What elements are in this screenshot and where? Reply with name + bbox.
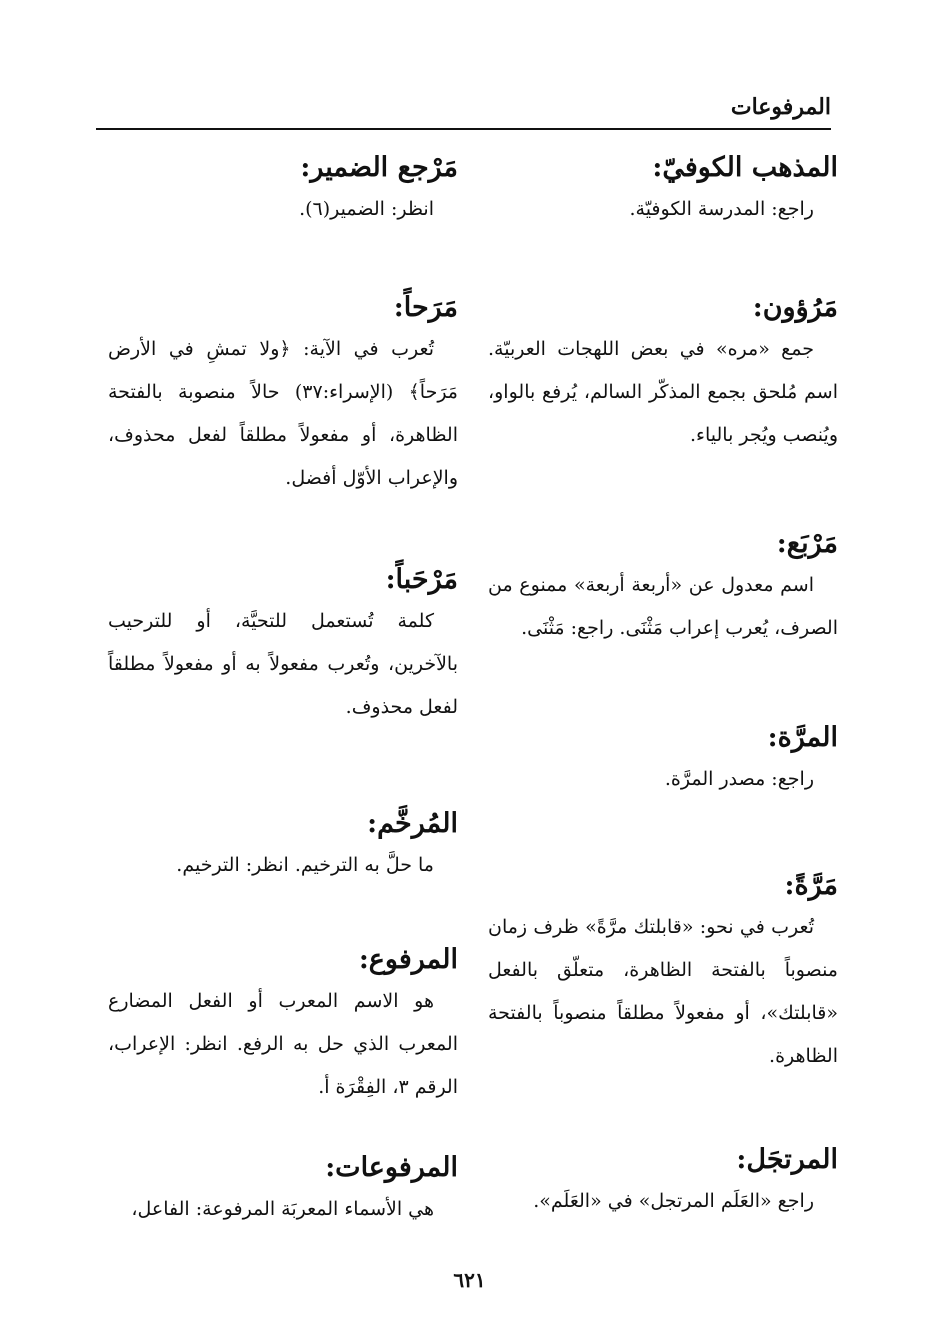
entry-headword: مَرْبَع: [776,528,838,559]
entry-pronoun-referent [108,148,458,231]
entry-text: تُعرب في نحو: «قابلتك مرَّةً» ظرف زمان منصوباً بالفتحة الظاهرة، متعلّق بالفعل «قابلتك»، أو مفعولاً مطلقاً منصوباً بالفتحة الظاهرة. [488,916,838,1067]
entry-headword: المرتجَل: [736,1144,838,1175]
header-rule [96,128,831,130]
entry-headword: المرَّة: [767,722,838,753]
entry-kufan-school [488,148,838,231]
entry-murakhkham [108,804,458,887]
entry-marratan [488,866,838,1078]
entry-headword: مَرَحاً: [393,292,458,323]
entry-text: راجع: المدرسة الكوفيّة. [629,198,814,220]
entry-headword: مَرَّةً: [784,870,838,901]
entry-headword: المرفوع: [358,944,458,975]
entry-maruun [488,288,838,457]
entry-text: تُعرب في الآية: ﴿ولا تمشِ في الأرض مَرَحاً﴾ (الإسراء:٣٧) حالاً منصوبة بالفتحة الظاهرة، أو مفعولاً مطلقاً لفعل محذوف، والإعراب الأوّل أفضل. [108,338,458,489]
entry-marhaban [108,560,458,729]
entry-marfuat [108,1148,458,1231]
entry-headword: المذهب الكوفيّ: [652,152,838,183]
entry-headword: المرفوعات: [325,1152,458,1183]
entry-marba [488,524,838,650]
running-title: المرفوعات [730,94,831,120]
entry-headword: المُرخَّم: [367,808,458,839]
entry-al-marra [488,718,838,801]
entry-headword: مَرْحَباً: [385,564,458,595]
entry-text: راجع: مصدر المرَّة. [664,768,814,790]
entry-text: انظر: الضمير(٦). [299,198,434,220]
entry-headword: مَرُؤون: [752,292,838,323]
entry-marahan [108,288,458,500]
entry-text: ما حلَّ به الترخيم. انظر: الترخيم. [176,854,434,876]
entry-text: هي الأسماء المعربَة المرفوعة: الفاعل، [131,1198,434,1220]
entry-marfu [108,940,458,1109]
entry-text: راجع «العَلَم المرتجل» في «العَلَم». [533,1190,814,1212]
entry-murtajal [488,1140,838,1223]
page-number: ٦٢١ [453,1268,486,1292]
entry-text: جمع «مره» في بعض اللهجات العربيّة. اسم مُلحق بجمع المذكّر السالم، يُرفع بالواو، ويُنصب ويُجر بالياء. [488,338,838,446]
entry-text: كلمة تُستعمل للتحيَّة، أو للترحيب بالآخرين، وتُعرب مفعولاً به أو مفعولاً مطلقاً لفعل محذوف. [108,610,458,718]
entry-headword: مَرْجع الضمير: [300,152,458,183]
entry-text: اسم معدول عن «أربعة أربعة» ممنوع من الصرف، يُعرب إعراب مَثْنَى. راجع: مَثْنَى. [488,574,838,639]
entry-text: هو الاسم المعرب أو الفعل المضارع المعرب الذي حل به الرفع. انظر: الإعراب، الرقم ٣، الفِقْرَة أ. [108,990,458,1098]
